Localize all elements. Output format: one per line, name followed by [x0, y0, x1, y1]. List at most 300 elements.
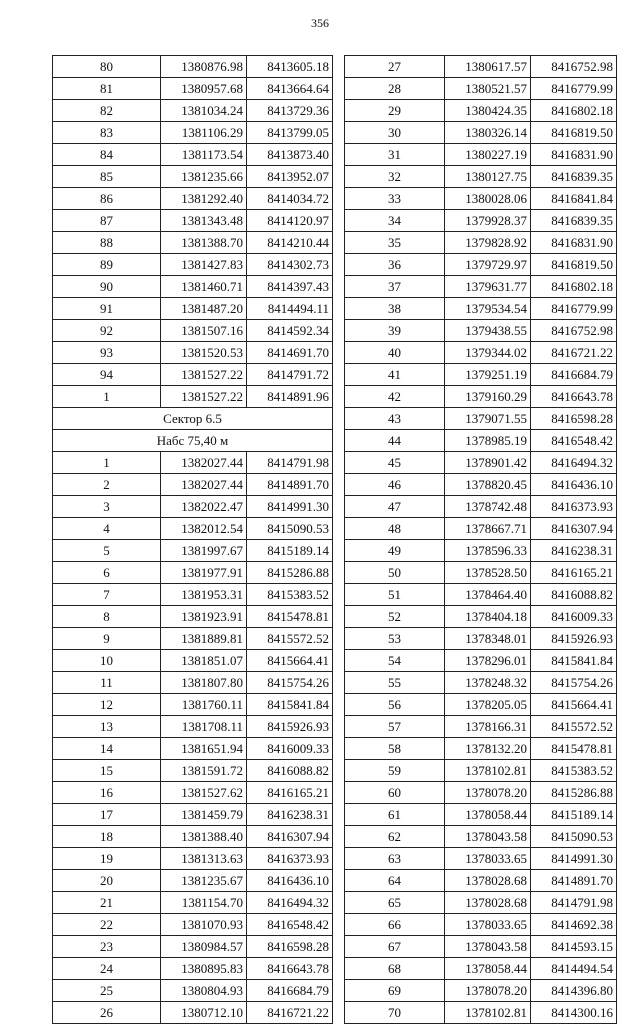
point-number: 84	[53, 144, 161, 166]
coordinate-y: 8416831.90	[531, 232, 617, 254]
table-row	[345, 958, 617, 980]
table-row	[345, 870, 617, 892]
point-number: 60	[345, 782, 445, 804]
table-row	[53, 848, 333, 870]
table-row	[345, 694, 617, 716]
coordinate-x: 1378667.71	[445, 518, 531, 540]
table-row	[53, 496, 333, 518]
point-number: 17	[53, 804, 161, 826]
coordinate-x: 1382027.44	[161, 474, 247, 496]
table-row	[345, 342, 617, 364]
table-row	[345, 782, 617, 804]
coordinate-y: 8415664.41	[531, 694, 617, 716]
coordinate-y: 8416839.35	[531, 166, 617, 188]
table-row	[345, 232, 617, 254]
coordinate-x: 1378033.65	[445, 848, 531, 870]
point-number: 8	[53, 606, 161, 628]
point-number: 85	[53, 166, 161, 188]
coordinate-y: 8416009.33	[247, 738, 333, 760]
coordinate-x: 1381235.66	[161, 166, 247, 188]
coordinate-x: 1381235.67	[161, 870, 247, 892]
coordinate-x: 1381977.91	[161, 562, 247, 584]
table-row	[345, 540, 617, 562]
coordinate-y: 8416643.78	[247, 958, 333, 980]
coordinate-x: 1381173.54	[161, 144, 247, 166]
table-row	[345, 276, 617, 298]
point-number: 26	[53, 1002, 161, 1024]
coordinate-x: 1380424.35	[445, 100, 531, 122]
point-number: 80	[53, 56, 161, 78]
point-number: 22	[53, 914, 161, 936]
table-row	[345, 892, 617, 914]
coordinate-y: 8413605.18	[247, 56, 333, 78]
coordinate-y: 8416494.32	[247, 892, 333, 914]
table-row	[53, 474, 333, 496]
coordinate-x: 1381923.91	[161, 606, 247, 628]
coordinate-y: 8416088.82	[531, 584, 617, 606]
point-number: 69	[345, 980, 445, 1002]
sector-title: Сектор 6.5	[53, 408, 333, 430]
table-row	[345, 826, 617, 848]
coordinate-x: 1378296.01	[445, 650, 531, 672]
coordinate-y: 8415926.93	[247, 716, 333, 738]
point-number: 39	[345, 320, 445, 342]
sector-row	[53, 408, 333, 430]
point-number: 30	[345, 122, 445, 144]
point-number: 59	[345, 760, 445, 782]
coordinate-x: 1381459.79	[161, 804, 247, 826]
coordinate-x: 1378528.50	[445, 562, 531, 584]
table-row	[53, 628, 333, 650]
point-number: 91	[53, 298, 161, 320]
coordinate-y: 8414891.70	[531, 870, 617, 892]
table-row	[345, 254, 617, 276]
coordinate-y: 8414791.72	[247, 364, 333, 386]
point-number: 66	[345, 914, 445, 936]
table-row	[53, 1002, 333, 1024]
coordinate-x: 1378248.32	[445, 672, 531, 694]
table-row	[53, 78, 333, 100]
point-number: 9	[53, 628, 161, 650]
table-row	[53, 254, 333, 276]
table-row	[53, 166, 333, 188]
coordinate-x: 1381487.20	[161, 298, 247, 320]
coordinate-y: 8415286.88	[531, 782, 617, 804]
table-row	[345, 562, 617, 584]
table-row	[53, 364, 333, 386]
coordinate-y: 8416548.42	[247, 914, 333, 936]
coordinate-y: 8416088.82	[247, 760, 333, 782]
point-number: 33	[345, 188, 445, 210]
coordinate-y: 8415572.52	[247, 628, 333, 650]
point-number: 24	[53, 958, 161, 980]
coordinate-y: 8416752.98	[531, 56, 617, 78]
table-row	[345, 78, 617, 100]
table-row	[53, 320, 333, 342]
table-row	[53, 694, 333, 716]
point-number: 10	[53, 650, 161, 672]
table-row	[345, 144, 617, 166]
table-row	[53, 958, 333, 980]
coordinate-y: 8416802.18	[531, 276, 617, 298]
coordinate-y: 8416598.28	[531, 408, 617, 430]
table-row	[345, 56, 617, 78]
point-number: 18	[53, 826, 161, 848]
point-number: 14	[53, 738, 161, 760]
point-number: 94	[53, 364, 161, 386]
table-row	[345, 166, 617, 188]
point-number: 1	[53, 386, 161, 408]
coordinate-x: 1381889.81	[161, 628, 247, 650]
point-number: 15	[53, 760, 161, 782]
coordinate-y: 8416494.32	[531, 452, 617, 474]
coordinate-x: 1379828.92	[445, 232, 531, 254]
coordinate-x: 1382012.54	[161, 518, 247, 540]
coordinate-y: 8416373.93	[247, 848, 333, 870]
right-coordinate-table	[344, 55, 617, 1024]
point-number: 29	[345, 100, 445, 122]
point-number: 31	[345, 144, 445, 166]
coordinate-x: 1379071.55	[445, 408, 531, 430]
coordinate-y: 8416831.90	[531, 144, 617, 166]
coordinate-x: 1378102.81	[445, 760, 531, 782]
coordinate-y: 8416009.33	[531, 606, 617, 628]
table-row	[345, 122, 617, 144]
point-number: 23	[53, 936, 161, 958]
left-coordinate-table	[52, 55, 333, 1024]
coordinate-y: 8413952.07	[247, 166, 333, 188]
point-number: 12	[53, 694, 161, 716]
coordinate-y: 8416721.22	[531, 342, 617, 364]
table-row	[53, 650, 333, 672]
coordinate-x: 1381997.67	[161, 540, 247, 562]
coordinate-y: 8415090.53	[247, 518, 333, 540]
coordinate-x: 1381651.94	[161, 738, 247, 760]
coordinate-x: 1379160.29	[445, 386, 531, 408]
point-number: 19	[53, 848, 161, 870]
table-row	[53, 298, 333, 320]
table-row	[345, 936, 617, 958]
coordinate-x: 1379344.02	[445, 342, 531, 364]
coordinate-y: 8415090.53	[531, 826, 617, 848]
point-number: 49	[345, 540, 445, 562]
coordinate-x: 1381460.71	[161, 276, 247, 298]
coordinate-y: 8415754.26	[531, 672, 617, 694]
coordinate-y: 8414791.98	[531, 892, 617, 914]
coordinate-x: 1381343.48	[161, 210, 247, 232]
point-number: 2	[53, 474, 161, 496]
point-number: 64	[345, 870, 445, 892]
point-number: 65	[345, 892, 445, 914]
coordinate-x: 1381953.31	[161, 584, 247, 606]
coordinate-y: 8413664.64	[247, 78, 333, 100]
table-row	[345, 848, 617, 870]
coordinate-y: 8414593.15	[531, 936, 617, 958]
point-number: 89	[53, 254, 161, 276]
coordinate-x: 1378043.58	[445, 826, 531, 848]
coordinate-y: 8416307.94	[531, 518, 617, 540]
table-row	[53, 56, 333, 78]
coordinate-x: 1381388.70	[161, 232, 247, 254]
table-row	[345, 518, 617, 540]
table-row	[345, 408, 617, 430]
coordinate-x: 1380617.57	[445, 56, 531, 78]
coordinate-x: 1378033.65	[445, 914, 531, 936]
point-number: 51	[345, 584, 445, 606]
coordinate-x: 1381527.22	[161, 364, 247, 386]
page-number: 356	[311, 16, 329, 30]
coordinate-x: 1378043.58	[445, 936, 531, 958]
coordinate-x: 1378028.68	[445, 892, 531, 914]
table-row	[345, 188, 617, 210]
coordinate-x: 1381527.62	[161, 782, 247, 804]
coordinate-x: 1378166.31	[445, 716, 531, 738]
table-row	[53, 100, 333, 122]
coordinate-x: 1381527.22	[161, 386, 247, 408]
coordinate-y: 8416307.94	[247, 826, 333, 848]
table-row	[53, 144, 333, 166]
coordinate-y: 8416165.21	[531, 562, 617, 584]
point-number: 47	[345, 496, 445, 518]
coordinate-y: 8414034.72	[247, 188, 333, 210]
table-row	[53, 342, 333, 364]
point-number: 7	[53, 584, 161, 606]
point-number: 70	[345, 1002, 445, 1024]
point-number: 63	[345, 848, 445, 870]
point-number: 43	[345, 408, 445, 430]
coordinate-y: 8415841.84	[531, 650, 617, 672]
point-number: 25	[53, 980, 161, 1002]
coordinate-x: 1378058.44	[445, 804, 531, 826]
coordinate-y: 8416238.31	[531, 540, 617, 562]
coordinate-y: 8416643.78	[531, 386, 617, 408]
coordinate-x: 1380127.75	[445, 166, 531, 188]
coordinate-x: 1381851.07	[161, 650, 247, 672]
coordinate-x: 1378985.19	[445, 430, 531, 452]
coordinate-x: 1378205.05	[445, 694, 531, 716]
coordinate-y: 8416436.10	[531, 474, 617, 496]
coordinate-y: 8416721.22	[247, 1002, 333, 1024]
coordinate-y: 8415286.88	[247, 562, 333, 584]
coordinate-y: 8416373.93	[531, 496, 617, 518]
table-row	[345, 452, 617, 474]
table-row	[53, 716, 333, 738]
table-row	[53, 870, 333, 892]
table-row	[53, 562, 333, 584]
coordinate-y: 8414991.30	[247, 496, 333, 518]
point-number: 34	[345, 210, 445, 232]
point-number: 40	[345, 342, 445, 364]
table-row	[345, 606, 617, 628]
coordinate-y: 8416819.50	[531, 254, 617, 276]
coordinate-y: 8416684.79	[247, 980, 333, 1002]
table-row	[345, 584, 617, 606]
coordinate-y: 8414691.70	[247, 342, 333, 364]
coordinate-x: 1378464.40	[445, 584, 531, 606]
point-number: 44	[345, 430, 445, 452]
coordinate-y: 8414396.80	[531, 980, 617, 1002]
coordinate-y: 8415478.81	[247, 606, 333, 628]
table-row	[345, 430, 617, 452]
point-number: 82	[53, 100, 161, 122]
coordinate-x: 1379729.97	[445, 254, 531, 276]
table-row	[345, 364, 617, 386]
coordinate-y: 8416684.79	[531, 364, 617, 386]
coordinate-y: 8416779.99	[531, 78, 617, 100]
point-number: 50	[345, 562, 445, 584]
coordinate-y: 8416841.84	[531, 188, 617, 210]
point-number: 48	[345, 518, 445, 540]
coordinate-x: 1380712.10	[161, 1002, 247, 1024]
coordinate-y: 8415926.93	[531, 628, 617, 650]
coordinate-y: 8414494.54	[531, 958, 617, 980]
point-number: 6	[53, 562, 161, 584]
point-number: 13	[53, 716, 161, 738]
point-number: 20	[53, 870, 161, 892]
coordinate-x: 1378596.33	[445, 540, 531, 562]
sector-subtitle: Набс 75,40 м	[53, 430, 333, 452]
table-row	[53, 738, 333, 760]
coordinate-x: 1380895.83	[161, 958, 247, 980]
point-number: 83	[53, 122, 161, 144]
coordinate-x: 1378078.20	[445, 782, 531, 804]
coordinate-x: 1381708.11	[161, 716, 247, 738]
table-row	[53, 672, 333, 694]
table-row	[345, 320, 617, 342]
coordinate-x: 1381070.93	[161, 914, 247, 936]
coordinate-y: 8414692.38	[531, 914, 617, 936]
point-number: 45	[345, 452, 445, 474]
coordinate-x: 1378078.20	[445, 980, 531, 1002]
point-number: 3	[53, 496, 161, 518]
coordinate-y: 8416436.10	[247, 870, 333, 892]
table-row	[53, 276, 333, 298]
table-row	[53, 760, 333, 782]
coordinate-x: 1382022.47	[161, 496, 247, 518]
point-number: 57	[345, 716, 445, 738]
coordinate-y: 8415383.52	[247, 584, 333, 606]
table-row	[345, 980, 617, 1002]
coordinate-x: 1381154.70	[161, 892, 247, 914]
coordinate-y: 8416548.42	[531, 430, 617, 452]
coordinate-y: 8416752.98	[531, 320, 617, 342]
table-row	[53, 892, 333, 914]
table-row	[53, 804, 333, 826]
coordinate-x: 1380804.93	[161, 980, 247, 1002]
coordinate-x: 1381292.40	[161, 188, 247, 210]
point-number: 86	[53, 188, 161, 210]
coordinate-x: 1381507.16	[161, 320, 247, 342]
point-number: 41	[345, 364, 445, 386]
point-number: 36	[345, 254, 445, 276]
point-number: 16	[53, 782, 161, 804]
coordinate-x: 1380957.68	[161, 78, 247, 100]
coordinate-y: 8414791.98	[247, 452, 333, 474]
point-number: 46	[345, 474, 445, 496]
coordinate-y: 8414120.97	[247, 210, 333, 232]
coordinate-x: 1378058.44	[445, 958, 531, 980]
point-number: 5	[53, 540, 161, 562]
coordinate-y: 8416839.35	[531, 210, 617, 232]
point-number: 87	[53, 210, 161, 232]
table-row	[345, 386, 617, 408]
coordinate-y: 8414210.44	[247, 232, 333, 254]
table-row	[53, 210, 333, 232]
table-row	[345, 672, 617, 694]
point-number: 21	[53, 892, 161, 914]
table-row	[53, 232, 333, 254]
point-number: 37	[345, 276, 445, 298]
coordinate-y: 8414300.16	[531, 1002, 617, 1024]
point-number: 56	[345, 694, 445, 716]
coordinate-x: 1381591.72	[161, 760, 247, 782]
coordinate-y: 8415841.84	[247, 694, 333, 716]
coordinate-x: 1379631.77	[445, 276, 531, 298]
table-row	[53, 540, 333, 562]
coordinate-x: 1380521.57	[445, 78, 531, 100]
table-row	[345, 496, 617, 518]
coordinate-x: 1378102.81	[445, 1002, 531, 1024]
coordinate-x: 1380984.57	[161, 936, 247, 958]
table-row	[345, 628, 617, 650]
table-row	[53, 188, 333, 210]
table-row	[345, 210, 617, 232]
table-row	[345, 474, 617, 496]
table-row	[345, 738, 617, 760]
table-row	[345, 650, 617, 672]
table-row	[345, 100, 617, 122]
coordinate-y: 8415383.52	[531, 760, 617, 782]
coordinate-x: 1378132.20	[445, 738, 531, 760]
coordinate-y: 8413729.36	[247, 100, 333, 122]
coordinate-y: 8415572.52	[531, 716, 617, 738]
coordinate-y: 8414991.30	[531, 848, 617, 870]
coordinate-x: 1381520.53	[161, 342, 247, 364]
coordinate-x: 1382027.44	[161, 452, 247, 474]
point-number: 1	[53, 452, 161, 474]
point-number: 93	[53, 342, 161, 364]
table-row	[53, 826, 333, 848]
table-row	[345, 298, 617, 320]
coordinate-y: 8416819.50	[531, 122, 617, 144]
coordinate-x: 1380876.98	[161, 56, 247, 78]
coordinate-y: 8413873.40	[247, 144, 333, 166]
table-row	[53, 584, 333, 606]
point-number: 55	[345, 672, 445, 694]
point-number: 54	[345, 650, 445, 672]
coordinate-y: 8413799.05	[247, 122, 333, 144]
coordinate-x: 1381313.63	[161, 848, 247, 870]
coordinate-y: 8416598.28	[247, 936, 333, 958]
point-number: 28	[345, 78, 445, 100]
table-row	[53, 606, 333, 628]
coordinate-y: 8415478.81	[531, 738, 617, 760]
coordinate-x: 1381807.80	[161, 672, 247, 694]
coordinate-x: 1378820.45	[445, 474, 531, 496]
table-row	[345, 716, 617, 738]
coordinate-x: 1381760.11	[161, 694, 247, 716]
coordinate-y: 8415189.14	[531, 804, 617, 826]
table-row	[53, 782, 333, 804]
coordinate-x: 1381034.24	[161, 100, 247, 122]
table-row	[345, 804, 617, 826]
table-row	[53, 914, 333, 936]
coordinate-y: 8415754.26	[247, 672, 333, 694]
coordinate-y: 8414891.96	[247, 386, 333, 408]
coordinate-x: 1380326.14	[445, 122, 531, 144]
coordinate-x: 1380227.19	[445, 144, 531, 166]
point-number: 62	[345, 826, 445, 848]
